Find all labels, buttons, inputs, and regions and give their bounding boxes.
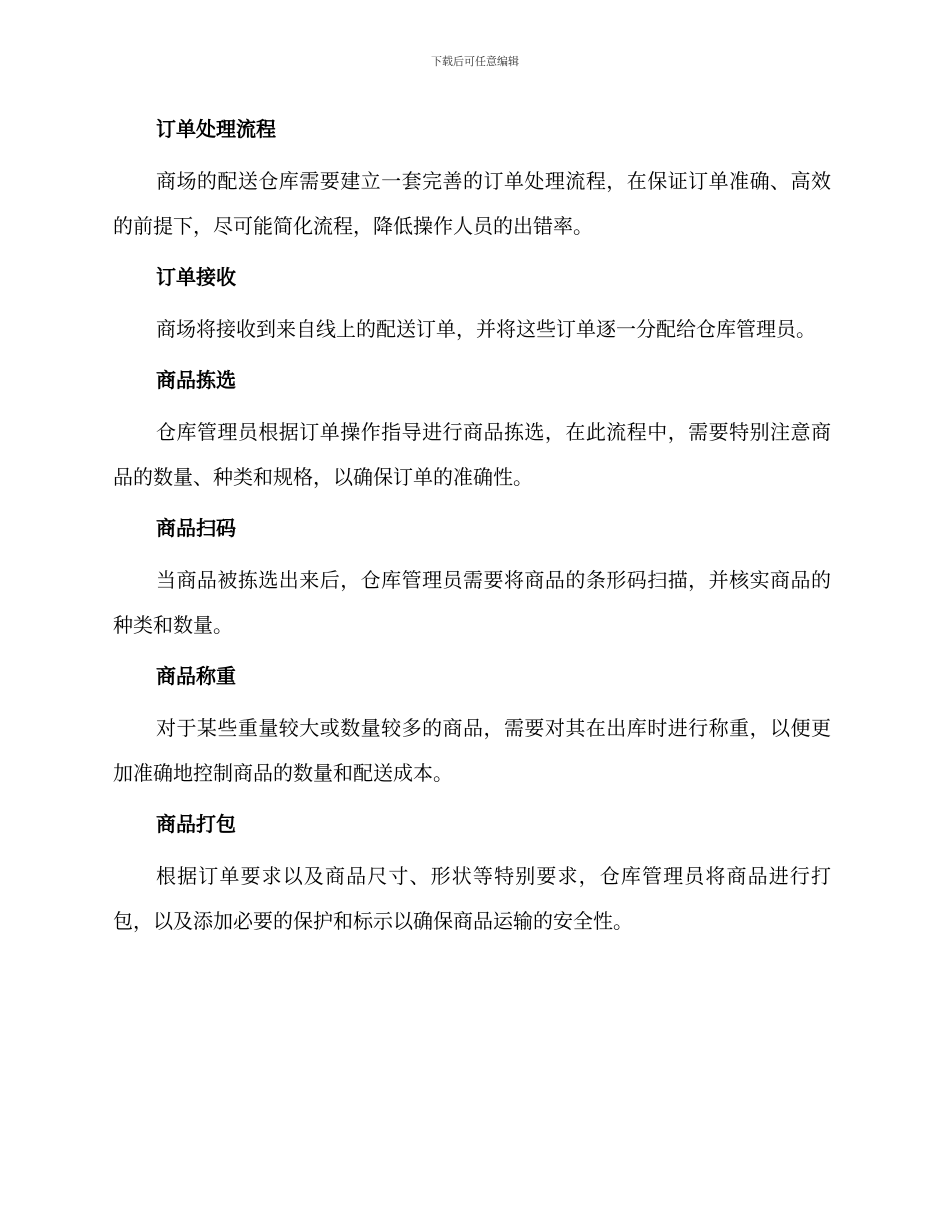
section-paragraph: 当商品被拣选出来后，仓库管理员需要将商品的条形码扫描，并核实商品的种类和数量。 <box>113 568 831 637</box>
page-header: 下载后可任意编辑 <box>431 55 519 68</box>
section-picking <box>113 364 831 500</box>
section-paragraph: 商场将接收到来自线上的配送订单，并将这些订单逐一分配给仓库管理员。 <box>156 317 816 341</box>
section-paragraph: 商场的配送仓库需要建立一套完善的订单处理流程，在保证订单准确、高效的前提下，尽可能简化流程，降低操作人员的出错率。 <box>113 169 831 238</box>
section-order-receiving <box>113 261 831 352</box>
section-packing <box>113 808 831 944</box>
section-scanning <box>113 512 831 648</box>
section-heading: 订单接收 <box>156 265 236 289</box>
section-paragraph: 对于某些重量较大或数量较多的商品，需要对其在出库时进行称重，以便更加准确地控制商品的数量和配送成本。 <box>113 716 831 785</box>
section-weighing <box>113 660 831 796</box>
section-heading: 商品拣选 <box>156 368 236 392</box>
section-order-process <box>113 113 831 249</box>
section-paragraph: 根据订单要求以及商品尺寸、形状等特别要求，仓库管理员将商品进行打包，以及添加必要的保护和标示以确保商品运输的安全性。 <box>113 864 831 933</box>
section-paragraph: 仓库管理员根据订单操作指导进行商品拣选，在此流程中，需要特别注意商品的数量、种类和规格，以确保订单的准确性。 <box>113 420 831 489</box>
section-heading: 商品称重 <box>156 664 236 688</box>
section-heading: 商品扫码 <box>156 516 236 540</box>
document-body <box>113 113 831 956</box>
section-heading: 商品打包 <box>156 812 236 836</box>
section-heading: 订单处理流程 <box>156 117 276 141</box>
